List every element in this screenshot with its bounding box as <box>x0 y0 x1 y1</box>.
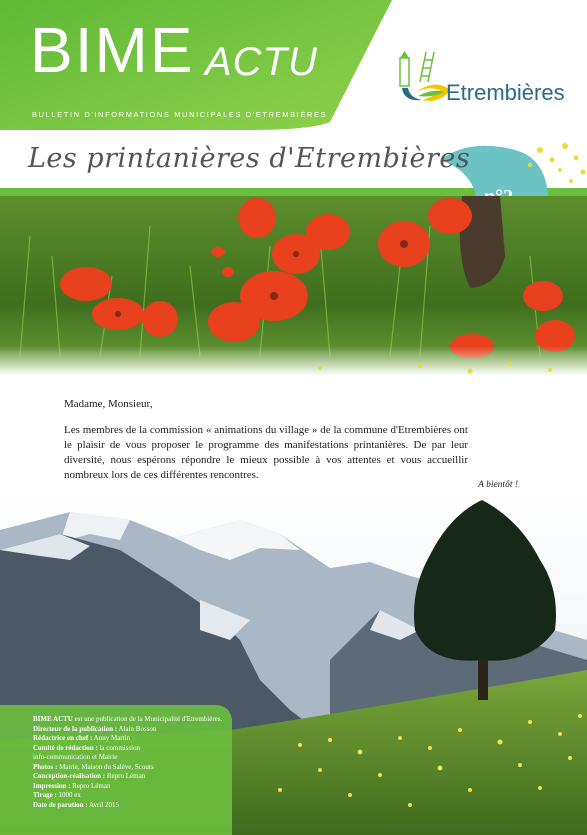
credits-intro <box>33 715 225 725</box>
publication-credits <box>33 715 225 810</box>
masthead-tagline: BULLETIN D'INFORMATIONS MUNICIPALES D'ETREMBIÈRES <box>32 110 328 119</box>
credits-row: Comité de rédaction : la commission <box>33 743 141 752</box>
masthead-subtitle: ACTU <box>205 40 318 84</box>
credits-row: Directeur de la publication : Alain Bosson <box>33 724 157 733</box>
credits-row: Conception-réalisation : Repro Léman <box>33 772 146 780</box>
commune-logo-icon <box>396 48 452 106</box>
credits-row: Tirage : 1000 ex <box>33 791 81 799</box>
poppy-field-photo <box>0 196 587 376</box>
banner-title: Les printanières d'Etrembières <box>28 143 471 174</box>
masthead-title: BIME <box>30 14 195 86</box>
commune-name: Etrembières <box>446 80 565 105</box>
letter-body: Les membres de la commission « animations du village » de la commune d'Etrembières ont le plaisir de vous proposer le programme des manifestations printanières. De par leur diversité, nous espérons répondre le mieux possible à vos attentes et vous accueillir nombreux lors de ces différentes rencontres. <box>64 424 468 481</box>
letter-salutation: Madame, Monsieur, <box>64 398 153 410</box>
letter-signoff: A bientôt ! <box>478 480 518 490</box>
credits-row: Rédactrice en chef : Anny Martin <box>33 734 131 742</box>
credits-row: Date de parution : Avril 2015 <box>33 800 120 809</box>
credits-row: info-communication et Mairie <box>33 753 118 761</box>
credits-intro-text: est une publication de la Municipalité d'Etrembières. <box>72 715 223 723</box>
credits-row: Impression : Repro Léman <box>33 781 111 790</box>
credits-row: Photos : Mairie, Maison du Salève, Scouts <box>33 762 154 771</box>
credits-intro-title: BIME ACTU <box>33 715 73 723</box>
